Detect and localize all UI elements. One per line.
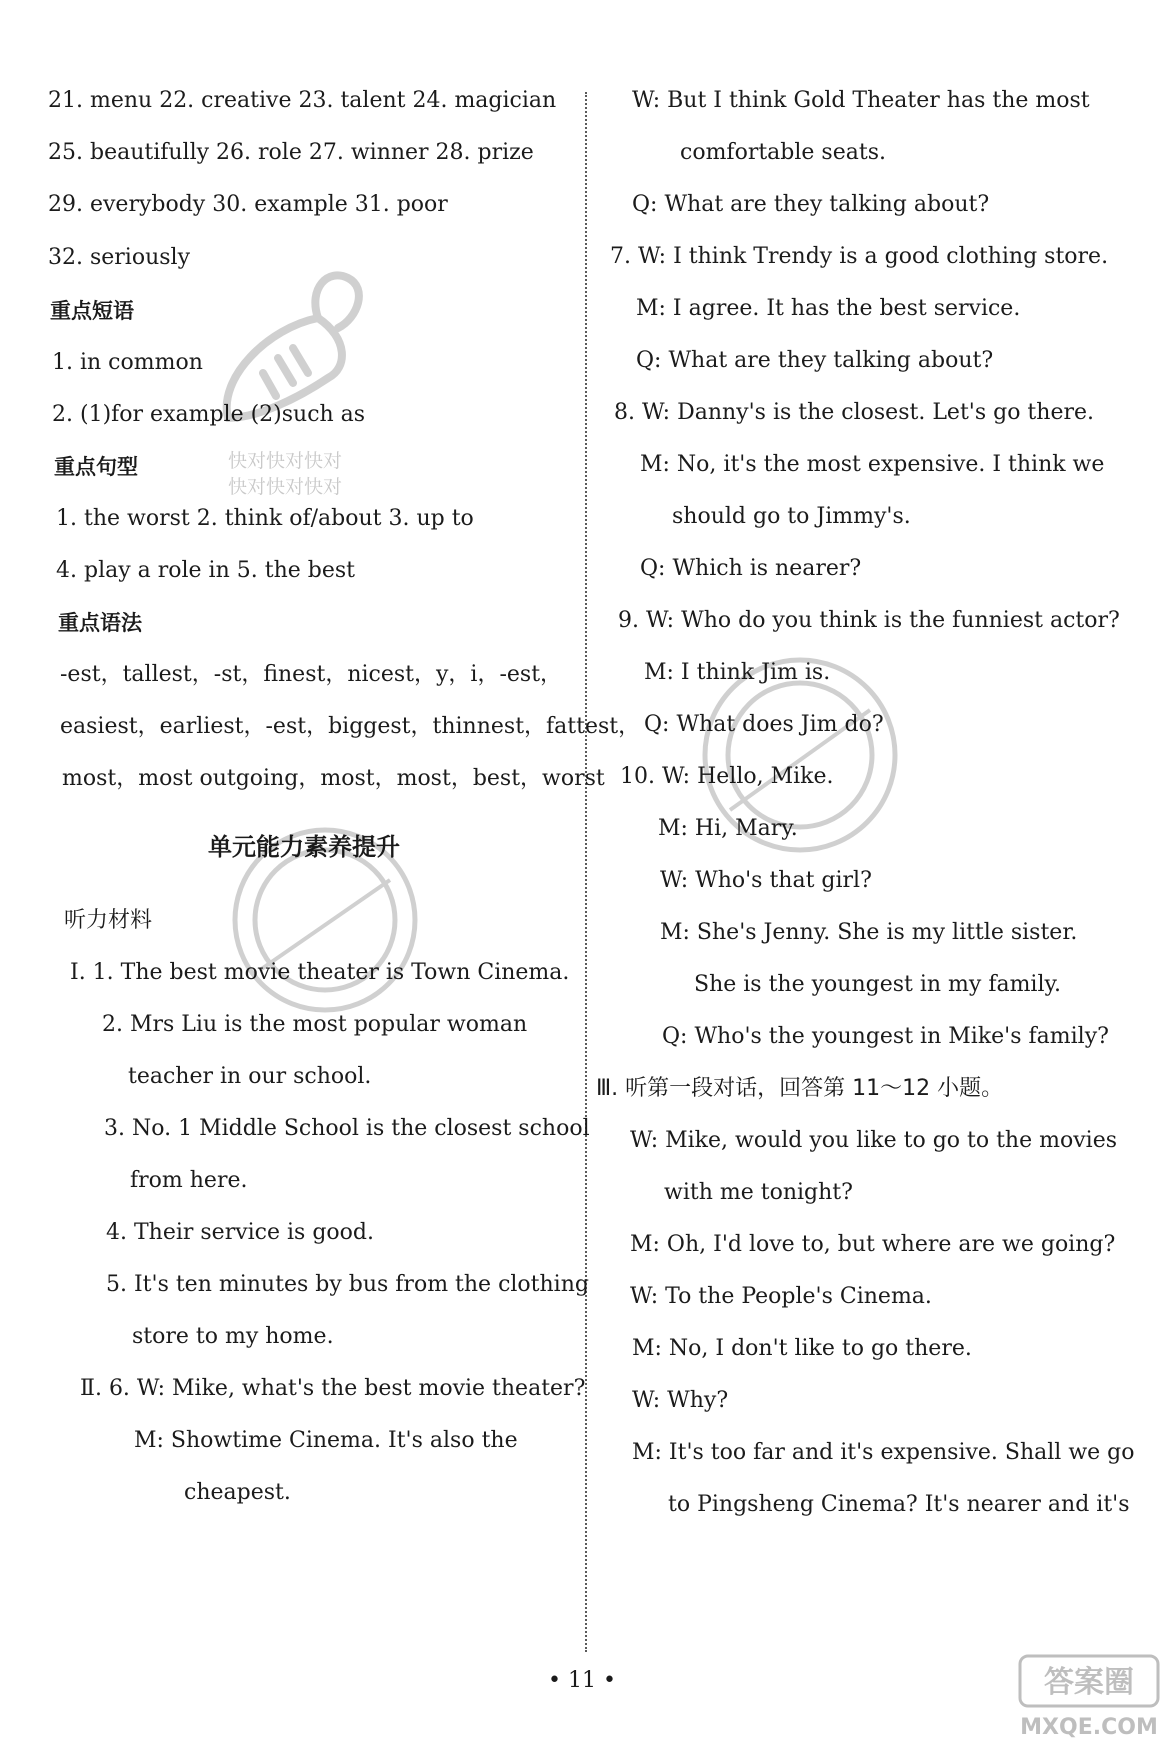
phrase-line: 2. (1)for example (2)such as: [52, 402, 366, 427]
dialogue-line: W: But I think Gold Theater has the most: [632, 88, 1090, 113]
unit-title: 单元能力素养提升: [208, 833, 400, 861]
listening-line: 3. No. 1 Middle School is the closest school: [104, 1116, 590, 1141]
dialogue-line: M: I agree. It has the best service.: [636, 296, 1021, 321]
answer-site-logo-icon: [1014, 1650, 1164, 1742]
page-number: • 11 •: [548, 1668, 616, 1693]
sentence-line: 4. play a role in 5. the best: [56, 558, 355, 583]
grammar-line: easiest，earliest，-est，biggest，thinnest，fattest，: [60, 714, 641, 739]
watermark-text: 快对快对快对: [228, 450, 343, 472]
sentence-line: 1. the worst 2. think of/about 3. up to: [56, 506, 474, 531]
listening-line: Ⅰ. 1. The best movie theater is Town Cinema.: [70, 960, 570, 985]
dialogue-line: Q: What are they talking about?: [632, 192, 990, 217]
grammar-line: most，most outgoing，most，most，best，worst: [62, 766, 605, 791]
dialogue-line: M: No, it's the most expensive. I think we: [640, 452, 1105, 477]
listening-line: teacher in our school.: [128, 1064, 372, 1089]
dialogue-line: W: Why?: [632, 1388, 729, 1413]
dialogue-line: M: I think Jim is.: [644, 660, 831, 685]
dialogue-line: should go to Jimmy's.: [672, 504, 911, 529]
answer-line: 32. seriously: [48, 245, 191, 270]
column-divider: [585, 92, 587, 1652]
section-heading: Ⅲ. 听第一段对话，回答第 11～12 小题。: [596, 1076, 1004, 1101]
sentences-heading: 重点句型: [54, 455, 138, 479]
svg-text:答案圈: 答案圈: [1044, 1665, 1134, 1700]
dialogue-line: Q: What are they talking about?: [636, 348, 994, 373]
dialogue-line: comfortable seats.: [680, 140, 886, 165]
listening-line: from here.: [130, 1168, 248, 1193]
dialogue-line: Q: Who's the youngest in Mike's family?: [662, 1024, 1109, 1049]
dialogue-line: M: It's too far and it's expensive. Shall we go: [632, 1440, 1135, 1465]
listening-line: store to my home.: [132, 1324, 334, 1349]
phrase-line: 1. in common: [52, 350, 203, 375]
listening-line: 5. It's ten minutes by bus from the clothing: [106, 1272, 589, 1297]
dialogue-line: Q: Which is nearer?: [640, 556, 862, 581]
listening-label: 听力材料: [64, 908, 153, 933]
dialogue-line: 8. W: Danny's is the closest. Let's go there.: [614, 400, 1094, 425]
dialogue-line: W: To the People's Cinema.: [630, 1284, 932, 1309]
dialogue-line: M: Hi, Mary.: [658, 816, 798, 841]
phrases-heading: 重点短语: [50, 299, 134, 323]
dialogue-line: Q: What does Jim do?: [644, 712, 884, 737]
dialogue-line: She is the youngest in my family.: [694, 972, 1062, 997]
dialogue-line: W: Mike, would you like to go to the movies: [630, 1128, 1117, 1153]
dialogue-line: M: No, I don't like to go there.: [632, 1336, 972, 1361]
dialogue-line: with me tonight?: [664, 1180, 853, 1205]
answer-line: 25. beautifully 26. role 27. winner 28. prize: [48, 140, 534, 165]
svg-text:MXQE.COM: MXQE.COM: [1020, 1715, 1158, 1740]
listening-line: M: Showtime Cinema. It's also the: [134, 1428, 518, 1453]
listening-line: 2. Mrs Liu is the most popular woman: [102, 1012, 528, 1037]
dialogue-line: 9. W: Who do you think is the funniest actor?: [618, 608, 1120, 633]
dialogue-line: to Pingsheng Cinema? It's nearer and it's: [668, 1492, 1130, 1517]
watermark-text: 快对快对快对: [228, 476, 343, 498]
answer-line: 21. menu 22. creative 23. talent 24. magician: [48, 88, 557, 113]
dialogue-line: M: She's Jenny. She is my little sister.: [660, 920, 1078, 945]
dialogue-line: 7. W: I think Trendy is a good clothing store.: [610, 244, 1109, 269]
grammar-heading: 重点语法: [58, 611, 142, 635]
grammar-line: -est，tallest，-st，finest，nicest，y，i，-est，: [60, 662, 563, 687]
dialogue-line: M: Oh, I'd love to, but where are we going?: [630, 1232, 1116, 1257]
listening-line: 4. Their service is good.: [106, 1220, 374, 1245]
dialogue-line: 10. W: Hello, Mike.: [620, 764, 834, 789]
listening-line: Ⅱ. 6. W: Mike, what's the best movie theater?: [80, 1376, 586, 1401]
listening-line: cheapest.: [184, 1480, 291, 1505]
dialogue-line: W: Who's that girl?: [660, 868, 872, 893]
answer-line: 29. everybody 30. example 31. poor: [48, 192, 448, 217]
